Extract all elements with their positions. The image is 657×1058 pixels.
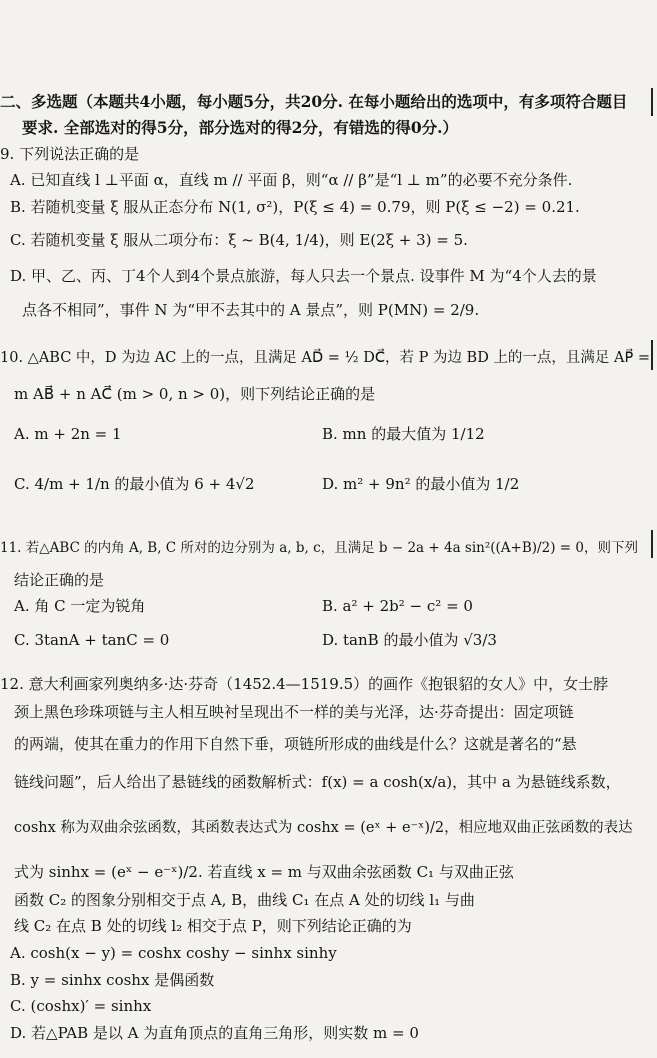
q10-stem-line2: m AB⃗ + n AC⃗ (m > 0, n > 0)，则下列结论正确的是: [14, 385, 376, 403]
section-heading-line2: 要求. 全部选对的得5分，部分选对的得2分，有错选的得0分.）: [22, 118, 459, 137]
q11-option-c: C. 3tanA + tanC = 0: [14, 631, 170, 649]
margin-rule: [651, 530, 653, 558]
q9-stem: 9. 下列说法正确的是: [0, 145, 140, 163]
q9-option-a: A. 已知直线 l ⊥平面 α，直线 m // 平面 β，则“α // β”是“l ⊥ m”的必要不充分条件.: [10, 171, 573, 189]
q10-option-b: B. mn 的最大值为 1/12: [322, 425, 485, 443]
q12-line4: 链线问题”，后人给出了悬链线的函数解析式：f(x) = a cosh(x/a)，其中 a 为悬链线系数，: [14, 773, 621, 791]
q12-line1: 12. 意大利画家列奥纳多·达·芬奇（1452.4—1519.5）的画作《抱银貂的女人》中，女士脖: [0, 675, 609, 693]
q10-option-c: C. 4/m + 1/n 的最小值为 6 + 4√2: [14, 475, 255, 493]
q11-stem-line1: 11. 若△ABC 的内角 A, B, C 所对的边分别为 a, b, c，且满足 b − 2a + 4a sin²((A+B)/2) = 0，则下列: [0, 540, 638, 556]
q12-option-b: B. y = sinhx coshx 是偶函数: [10, 971, 215, 989]
q12-option-d: D. 若△PAB 是以 A 为直角顶点的直角三角形，则实数 m = 0: [10, 1024, 419, 1042]
q9-option-d-line1: D. 甲、乙、丙、丁4个人到4个景点旅游，每人只去一个景点. 设事件 M 为“4个人去的景: [10, 267, 597, 285]
margin-rule: [651, 340, 653, 370]
q9-option-d-line2: 点各不相同”，事件 N 为“甲不去其中的 A 景点”，则 P(MN) = 2/9.: [22, 301, 480, 319]
margin-rule: [651, 88, 653, 116]
q12-line2: 颈上黑色珍珠项链与主人相互映衬呈现出不一样的美与光泽，达·芬奇提出：固定项链: [14, 703, 574, 721]
q9-option-b: B. 若随机变量 ξ 服从正态分布 N(1, σ²)，P(ξ ≤ 4) = 0.79，则 P(ξ ≤ −2) = 0.21.: [10, 198, 580, 216]
q11-option-d: D. tanB 的最小值为 √3/3: [322, 631, 497, 649]
q12-line5: coshx 称为双曲余弦函数，其函数表达式为 coshx = (eˣ + e⁻ˣ)/2，相应地双曲正弦函数的表达: [14, 820, 633, 836]
q11-option-b: B. a² + 2b² − c² = 0: [322, 597, 473, 615]
q11-stem-line2: 结论正确的是: [14, 571, 105, 589]
q12-line6: 式为 sinhx = (eˣ − e⁻ˣ)/2. 若直线 x = m 与双曲余弦函数 C₁ 与双曲正弦: [14, 863, 514, 881]
section-heading-line1: 二、多选题（本题共4小题，每小题5分，共20分. 在每小题给出的选项中，有多项符合题目: [0, 92, 628, 111]
q12-option-a: A. cosh(x − y) = coshx coshy − sinhx sinhy: [10, 944, 337, 962]
q12-line3: 的两端，使其在重力的作用下自然下垂，项链所形成的曲线是什么？这就是著名的“悬: [14, 735, 577, 753]
q12-option-c: C. (coshx)′ = sinhx: [10, 997, 152, 1015]
q12-line7: 函数 C₂ 的图象分别相交于点 A, B，曲线 C₁ 在点 A 处的切线 l₁ 与曲: [14, 891, 475, 909]
q11-option-a: A. 角 C 一定为锐角: [14, 597, 146, 615]
q12-line8: 线 C₂ 在点 B 处的切线 l₂ 相交于点 P，则下列结论正确的为: [14, 917, 412, 935]
q10-option-a: A. m + 2n = 1: [14, 425, 122, 443]
q10-option-d: D. m² + 9n² 的最小值为 1/2: [322, 475, 520, 493]
q10-stem-line1: 10. △ABC 中，D 为边 AC 上的一点，且满足 AD⃗ = ½ DC⃗，若 P 为边 BD 上的一点，且满足 AP⃗ =: [0, 350, 651, 366]
q9-option-c: C. 若随机变量 ξ 服从二项分布：ξ ~ B(4, 1/4)，则 E(2ξ + 3) = 5.: [10, 231, 468, 249]
